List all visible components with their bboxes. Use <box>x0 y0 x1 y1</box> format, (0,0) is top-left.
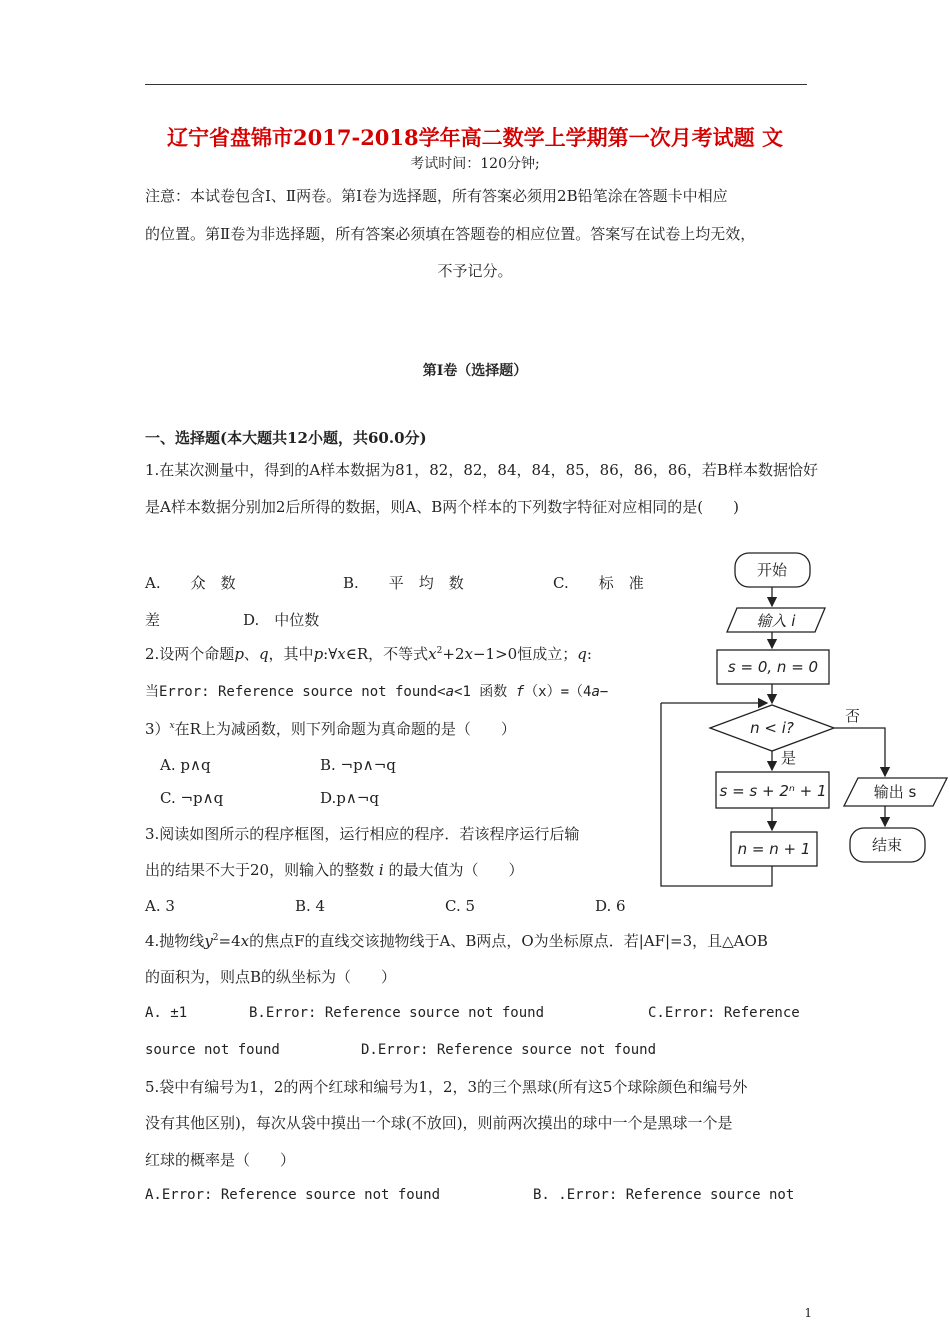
q5-option-a: A.Error: Reference source not found <box>145 1187 441 1203</box>
notice-line-1: 注意：本试卷包含Ⅰ、Ⅱ两卷。第Ⅰ卷为选择题，所有答案必须用2B铅笔涂在答题卡中相应 <box>145 187 728 205</box>
q4-option-b: B.Error: Reference source not found <box>249 1005 545 1021</box>
q4-option-c: C.Error: Reference <box>648 1005 800 1021</box>
q1-line-2: 是A样本数据分别加2后所得的数据，则A、B两个样本的下列数字特征对应相同的是( ) <box>145 498 739 516</box>
q2-line-3: 3）$^x$在R上为减函数，则下列命题为真命题的是（ ） <box>145 720 516 738</box>
q5-line-2: 没有其他区别)，每次从袋中摸出一个球(不放回)，则前两次摸出的球中一个是黑球一个是 <box>145 1114 733 1132</box>
flow-start-label: 开始 <box>756 561 788 579</box>
q4-option-a: A. ±1 <box>145 1005 188 1021</box>
flow-update-s-label: s = s + 2ⁿ + 1 <box>719 782 827 800</box>
flow-init-label: s = 0, n = 0 <box>727 658 819 676</box>
q2-option-b: B. ¬p∧¬q <box>320 756 396 774</box>
q2-option-a: A. p∧q <box>160 756 211 774</box>
q3-option-a: A. 3 <box>145 897 175 915</box>
q4-line-1: 4.抛物线$y^2=4x$的焦点F的直线交该抛物线于A、B两点，O为坐标原点．若|AF|=3，且△AOB <box>145 932 768 950</box>
flow-yes-label: 是 <box>781 749 797 767</box>
exam-time: 考试时间：120分钟; <box>410 156 540 172</box>
q1-option-d: D. 中位数 <box>243 611 320 629</box>
q2-option-c: C. ¬p∧q <box>160 789 224 807</box>
q1-line-1: 1.在某次测量中，得到的A样本数据为81，82，82，84，84，85，86，86，86，若B样本数据恰好 <box>145 461 818 479</box>
q4-option-c-cont: source not found <box>145 1042 280 1058</box>
q2-line-2: 当Error: Reference source not found<a<1 函数 f（x）=（4a− <box>145 684 609 700</box>
q1-option-b: B. 平 均 数 <box>343 574 464 592</box>
section1-title: 一、选择题(本大题共12小题，共60.0分) <box>145 429 427 447</box>
q4-option-d: D.Error: Reference source not found <box>361 1042 657 1058</box>
flow-output-label: 输出 s <box>873 783 917 801</box>
notice-line-3: 不予记分。 <box>437 262 513 280</box>
program-flowchart <box>655 548 950 890</box>
q3-line-2: 出的结果不大于20，则输入的整数 i 的最大值为（ ） <box>145 861 524 879</box>
flow-no-label: 否 <box>845 707 861 725</box>
flow-condition-label: n < i? <box>750 719 794 737</box>
page-title: 辽宁省盘锦市2017-2018学年高二数学上学期第一次月考试题 文 <box>167 125 783 150</box>
q3-option-c: C. 5 <box>445 897 476 915</box>
part1-title: 第Ⅰ卷（选择题） <box>422 363 528 379</box>
q3-option-b: B. 4 <box>295 897 326 915</box>
flow-input-label: 输入 i <box>756 612 796 630</box>
q1-option-a: A. 众 数 <box>145 574 236 592</box>
q1-option-c: C. 标 准 <box>553 574 644 592</box>
flow-end-label: 结束 <box>871 836 903 854</box>
q4-line-2: 的面积为，则点B的纵坐标为（ ） <box>145 968 397 986</box>
flow-update-n-label: n = n + 1 <box>737 840 811 858</box>
page-number: 1 <box>804 1306 812 1320</box>
header-rule <box>145 84 807 85</box>
q1-option-c-cont: 差 <box>145 611 161 629</box>
q5-line-3: 红球的概率是（ ） <box>145 1151 296 1169</box>
q3-line-1: 3.阅读如图所示的程序框图，运行相应的程序．若该程序运行后输 <box>145 825 580 843</box>
q2-line-1: 2.设两个命题p、q，其中p:∀x∈R，不等式$x^2+2x-1>0$恒成立；q: <box>145 645 592 663</box>
q3-option-d: D. 6 <box>595 897 626 915</box>
q5-option-b: B. .Error: Reference source not <box>533 1187 795 1203</box>
q2-option-d: D.p∧¬q <box>320 789 380 807</box>
q5-line-1: 5.袋中有编号为1，2的两个红球和编号为1，2，3的三个黑球(所有这5个球除颜色和编号外 <box>145 1078 748 1096</box>
notice-line-2: 的位置。第Ⅱ卷为非选择题，所有答案必须填在答题卷的相应位置。答案写在试卷上均无效， <box>145 225 756 243</box>
